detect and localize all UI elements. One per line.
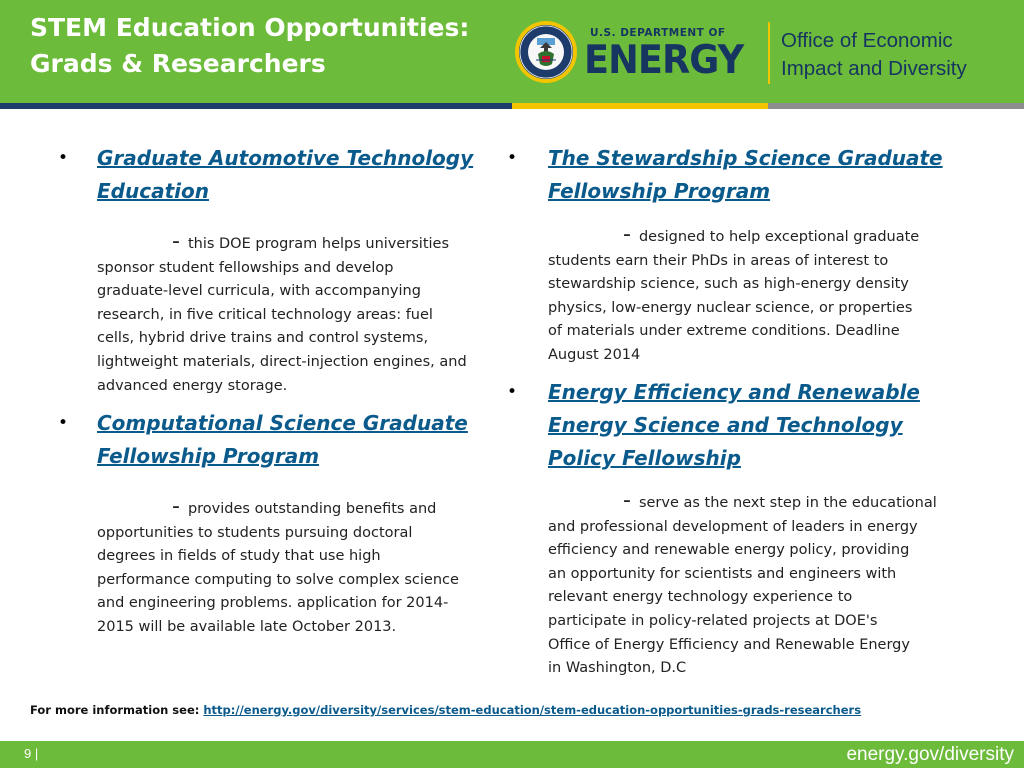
description-line: 2015 will be available late October 2013.	[97, 618, 397, 635]
description-text: provides outstanding benefits and	[187, 501, 437, 517]
program-link-line: Fellowship Program	[548, 179, 771, 203]
description-line	[97, 495, 459, 522]
description-line: and professional development of leaders in energy	[548, 518, 918, 535]
program-link-line: The Stewardship Science Graduate	[548, 146, 943, 170]
description-line: opportunities to students pursuing doctoral	[97, 524, 413, 541]
doe-logo	[510, 14, 1010, 94]
program-link-computational-science[interactable]	[97, 407, 468, 473]
slide-title-line-1: STEM Education Opportunities:	[30, 13, 470, 42]
accent-stripe-blue	[0, 103, 512, 109]
more-info-link[interactable]: http://energy.gov/diversity/services/stem-education/stem-education-opportunities-grads-researchers	[203, 703, 862, 717]
description-text: this DOE program helps universities	[187, 236, 450, 252]
description-line: research, in five critical technology areas: fuel	[97, 306, 433, 323]
description-line	[548, 489, 937, 516]
description-line: performance computing to solve complex science	[97, 571, 459, 588]
doe-seal-icon	[514, 20, 578, 84]
description-line: and engineering problems. application for 2014-	[97, 595, 449, 612]
more-info-label: For more information see:	[30, 703, 204, 717]
description-line: students earn their PhDs in areas of interest to	[548, 252, 889, 269]
office-name-line-2: Impact and Diversity	[781, 57, 967, 80]
office-name-line-1: Office of Economic	[781, 29, 953, 52]
program-link-line: Energy Science and Technology	[548, 413, 903, 437]
bullet-marker: •	[507, 148, 518, 168]
description-line: sponsor student fellowships and develop	[97, 259, 394, 276]
header-bar	[0, 0, 1024, 103]
slide-title-line-2: Grads & Researchers	[30, 49, 326, 78]
description-line: physics, low-energy nuclear science, or properties	[548, 299, 913, 316]
description-line: stewardship science, such as high-energy density	[548, 276, 909, 293]
description-line: degrees in fields of study that use high	[97, 548, 381, 565]
dash-marker: -	[172, 494, 180, 519]
program-link-line: Fellowship Program	[97, 444, 320, 468]
program-link-line: Policy Fellowship	[548, 446, 741, 470]
accent-stripe-yellow	[512, 103, 768, 109]
description-text: designed to help exceptional graduate	[638, 229, 920, 245]
bullet-marker: •	[58, 148, 69, 168]
description-line: an opportunity for scientists and engineers with	[548, 565, 897, 582]
footer-bar	[0, 741, 1024, 768]
dash-marker: -	[172, 229, 180, 254]
program-link-stewardship-science[interactable]	[548, 142, 943, 208]
footer-site-link[interactable]: energy.gov/diversity	[846, 744, 1014, 765]
description-line: lightweight materials, direct-injection engines, and	[97, 353, 467, 370]
bullet-marker: •	[58, 413, 69, 433]
description-line	[548, 223, 919, 250]
doe-small-text: U.S. DEPARTMENT OF	[590, 27, 726, 39]
slide-title	[30, 10, 469, 82]
description-line: in Washington, D.C	[548, 660, 687, 677]
description-text: serve as the next step in the educational	[638, 495, 937, 511]
description-line: cells, hybrid drive trains and control systems,	[97, 330, 429, 347]
program-description-stewardship-science	[548, 223, 919, 368]
description-line: relevant energy technology experience to	[548, 589, 853, 606]
program-link-line: Energy Efficiency and Renewable	[548, 380, 920, 404]
program-link-graduate-automotive[interactable]	[97, 142, 473, 208]
doe-energy-wordmark: ENERGY	[584, 38, 744, 83]
program-link-line: Computational Science Graduate	[97, 411, 468, 435]
dash-marker: -	[623, 222, 631, 247]
program-description-graduate-automotive	[97, 230, 467, 398]
description-line: August 2014	[548, 346, 641, 363]
program-description-energy-efficiency-policy	[548, 489, 937, 681]
description-line	[97, 230, 467, 257]
program-description-computational-science	[97, 495, 459, 640]
dash-marker: -	[623, 488, 631, 513]
office-name	[781, 27, 967, 83]
description-line: graduate-level curricula, with accompanying	[97, 283, 421, 300]
program-link-energy-efficiency-policy[interactable]	[548, 376, 920, 475]
logo-divider	[768, 22, 770, 84]
description-line: of materials under extreme conditions. Deadline	[548, 323, 900, 340]
description-line: efficiency and renewable energy policy, providing	[548, 542, 910, 559]
accent-stripe-gray	[768, 103, 1024, 109]
program-link-line: Graduate Automotive Technology	[97, 146, 474, 170]
description-line: Office of Energy Efficiency and Renewable Energy	[548, 636, 910, 653]
more-info-note	[30, 703, 861, 717]
bullet-marker: •	[507, 382, 518, 402]
page-number: 9 |	[24, 746, 39, 761]
description-line: advanced energy storage.	[97, 377, 288, 394]
program-link-line: Education	[97, 179, 209, 203]
description-line: participate in policy-related projects at DOE's	[548, 612, 878, 629]
